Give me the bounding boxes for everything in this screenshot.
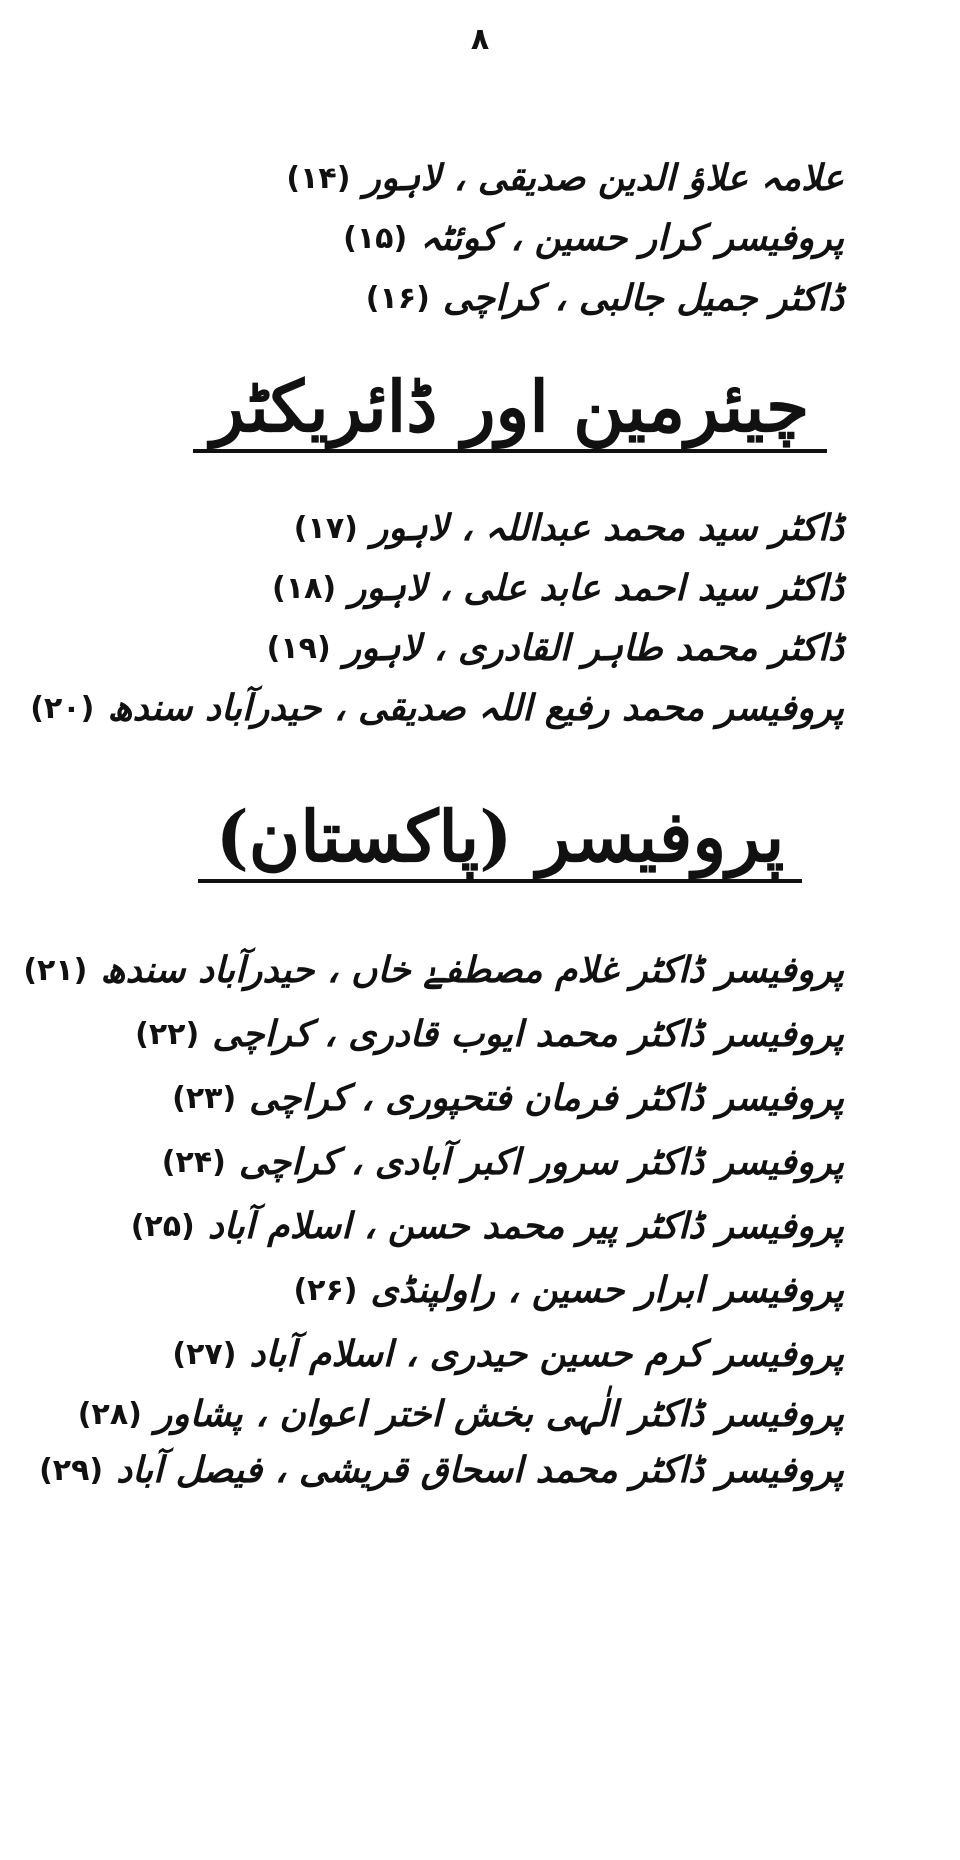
entry-number: (۲۸)	[77, 1396, 142, 1432]
list-item	[112, 1196, 870, 1256]
list-item	[59, 1384, 870, 1444]
list-item	[248, 618, 870, 678]
entry-number: (۲۵)	[130, 1208, 195, 1244]
entry-text: پروفیسر ڈاکٹر فرمان فتحپوری ، کراچی	[249, 1077, 844, 1119]
list-item	[11, 678, 870, 738]
entry-number: (۱۶)	[365, 280, 430, 316]
list-item	[153, 1068, 870, 1128]
entry-text: ڈاکٹر جمیل جالبی ، کراچی	[442, 277, 844, 319]
entry-number: (۲۷)	[172, 1336, 237, 1372]
entry-text: پروفیسر کرار حسین ، کوئٹہ	[420, 217, 844, 259]
entry-number: (۲۶)	[293, 1272, 358, 1308]
list-item	[143, 1132, 870, 1192]
entry-text: پروفیسر کرم حسین حیدری ، اسلام آباد	[249, 1333, 844, 1375]
entry-number: (۱۴)	[286, 160, 351, 196]
section-heading-chairmen	[0, 365, 960, 453]
page-number: ۸	[470, 22, 490, 57]
list-item	[4, 940, 870, 1000]
entry-number: (۱۹)	[266, 630, 331, 666]
entry-text: علامہ علاؤ الدین صدیقی ، لاہور	[363, 157, 844, 199]
list-item	[275, 498, 870, 558]
list-item	[153, 1324, 870, 1384]
entry-text: پروفیسر ڈاکٹر الٰہی بخش اختر اعوان ، پشاور	[154, 1393, 844, 1435]
list-item	[20, 1440, 870, 1500]
list-item	[347, 268, 870, 328]
entry-text: ڈاکٹر سید محمد عبداللہ ، لاہور	[370, 507, 844, 549]
heading-text: پروفیسر (پاکستان)	[198, 798, 803, 883]
entry-text: پروفیسر ابرار حسین ، راولپنڈی	[370, 1269, 844, 1311]
entry-number: (۲۹)	[39, 1452, 104, 1488]
entry-number: (۱۸)	[271, 570, 337, 606]
list-item	[274, 1260, 870, 1320]
entry-text: پروفیسر محمد رفیع اللہ صدیقی ، حیدرآباد سندھ	[107, 687, 844, 729]
entry-number: (۲۰)	[30, 690, 95, 726]
entry-number: (۱۷)	[293, 510, 358, 546]
entry-text: پروفیسر ڈاکٹر محمد ایوب قادری ، کراچی	[212, 1013, 844, 1055]
entry-text: ڈاکٹر محمد طاہر القادری ، لاہور	[343, 627, 844, 669]
entry-number: (۲۲)	[135, 1016, 200, 1052]
entry-text: پروفیسر ڈاکٹر غلام مصطفےٰ خاں ، حیدرآباد سندھ	[100, 949, 844, 991]
list-item	[324, 208, 870, 268]
entry-number: (۲۳)	[172, 1080, 237, 1116]
entry-text: ڈاکٹر سید احمد عابد علی ، لاہور	[349, 567, 844, 609]
entry-number: (۱۵)	[343, 220, 408, 256]
entry-text: پروفیسر ڈاکٹر محمد اسحاق قریشی ، فیصل آباد	[116, 1449, 844, 1491]
entry-text: پروفیسر ڈاکٹر سرور اکبر آبادی ، کراچی	[238, 1141, 844, 1183]
entry-number: (۲۱)	[23, 952, 88, 988]
list-item	[116, 1004, 870, 1064]
list-item	[253, 558, 870, 618]
list-item	[267, 148, 870, 208]
entry-text: پروفیسر ڈاکٹر پیر محمد حسن ، اسلام آباد	[207, 1205, 844, 1247]
section-heading-professors	[0, 795, 960, 883]
entry-number: (۲۴)	[161, 1144, 226, 1180]
heading-text: چیئرمین اور ڈائریکٹر	[193, 368, 827, 453]
